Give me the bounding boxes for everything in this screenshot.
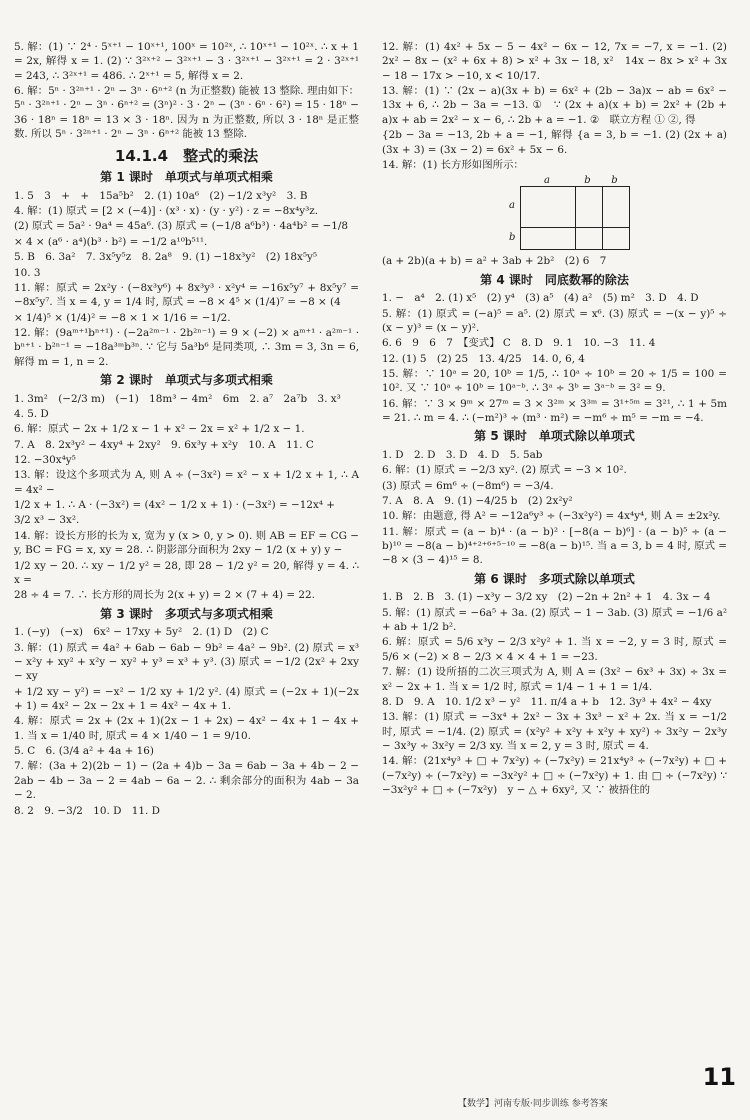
lesson-title: 第 1 课时 单项式与单项式相乘 (100, 170, 273, 185)
answer-paragraph: 14. 解：(21x⁴y³ + □ + 7x²y) ÷ (−7x²y) = 21x⁴y³ ÷ (−7x²y) + □ + (−7x²y) ÷ (−7x²y) = −3x²y² + □ ÷ (−7x²y) + 1. 由 □ ÷ (−7x²y) ∵ −3x²y² + □ ÷ (−7x²y) y − △ + 6xy², 又 ∵ 被捂住的 (382, 755, 727, 797)
answer-paragraph: 4. 解：原式 = 2x + (2x + 1)(2x − 1 + 2x) − 4x² − 4x + 1 − 4x + 1. 当 x = 1/40 时, 原式 = 4 × 1/40 − 1 = 9/10. (14, 715, 359, 742)
lesson-title: 第 5 课时 单项式除以单项式 (474, 429, 635, 444)
answer-paragraph: 6. 解：原式 − 2x + 1/2 x − 1 + x² − 2x = x² + 1/2 x − 1. (14, 423, 305, 436)
diagram-label: b (611, 175, 618, 187)
lesson-4-answers (382, 291, 727, 425)
answer-paragraph: 1. 3m² (−2/3 m) (−1) 18m³ − 4m² 6m 2. a⁷ 2a⁷b 3. x³ (14, 392, 341, 405)
answer-paragraph: 13. 解：(1) 原式 = −3x⁴ + 2x² − 3x + 3x³ − x² + 2x. 当 x = −1/2 时, 原式 = −1/4. (2) 原式 = (x²y² + x²y + x²y + xy²) ÷ 3x²y − 2x³y − 3x³y ÷ 3x²y = 2/3 xy. 当 x = 2, y = 3 时, 原式 = 4. (382, 711, 727, 752)
left-top-block (14, 40, 359, 142)
diagram-rectangle (509, 186, 630, 250)
answer-paragraph: 1/2 x + 1. ∴ A · (−3x²) = (4x² − 1/2 x + 1) · (−3x²) = −12x⁴ + (14, 499, 335, 512)
answer-paragraph: 3/2 x³ − 3x². (14, 514, 80, 527)
lesson-title: 第 2 课时 单项式与多项式相乘 (100, 373, 273, 388)
answer-paragraph: 7. 解：(3a + 2)(2b − 1) − (2a + 4)b − 3a = 6ab − 3a + 4b − 2 − 2ab − 4b − 3a − 2 = 4ab − 6a − 2. ∴ 剩余部分的面积为 4ab − 3a − 2. (14, 760, 359, 802)
answer-paragraph: 1. D 2. D 3. D 4. D 5. 5ab (382, 448, 543, 461)
page-footer: 【数学】河南专版·同步训练 参考答案 (458, 1098, 608, 1109)
answer-paragraph: 7. 解：(1) 设所捂的二次三项式为 A, 则 A = (3x² − 6x³ + 3x) ÷ 3x = x² − 2x + 1. 当 x = 1/2 时, 原式 = 1/4 − 1 + 1 = 1/4. (382, 666, 727, 693)
answer-paragraph: 1. (−y) (−x) 6x² − 17xy + 5y² 2. (1) D (2) C (14, 626, 269, 639)
diagram-top-labels (520, 174, 630, 186)
answer-paragraph: 4. 5. D (14, 407, 49, 420)
answer-paragraph: 14. 解：(1) 长方形如图所示： (382, 158, 524, 171)
answer-paragraph: (2) 原式 = 5a² · 9a⁴ = 45a⁶. (3) 原式 = (−1/8 a⁶b³) · 4a⁴b² = −1/8 (14, 220, 349, 233)
answer-paragraph: + 1/2 xy − y²) = −x² − 1/2 xy + 1/2 y². (4) 原式 = (−2x + 1)(−2x + 1) = 4x² − 2x − 2x + 1 = 4x² − 4x + 1. (14, 685, 359, 712)
answer-paragraph: 8. D 9. A 10. 1/2 x³ − y² 11. π/4 a + b 12. 3y³ + 4x² − 4xy (382, 695, 712, 708)
answer-paragraph: 12. −30x⁴y⁵ (14, 454, 76, 467)
lesson-1-answers (14, 189, 359, 369)
lesson-title: 第 3 课时 多项式与多项式相乘 (100, 606, 273, 621)
answer-paragraph: × 4 × (a⁶ · a⁴)(b³ · b²) = −1/2 a¹⁰b⁵¹¹. (14, 235, 208, 248)
answer-paragraph: 7. A 8. 2x³y² − 4xy⁴ + 2xy² 9. 6x³y + x²y 10. A 11. C (14, 438, 314, 451)
answer-paragraph: 10. 解：由题意, 得 A² = −12a⁶y³ ÷ (−3x²y²) = 4x⁴y⁴, 则 A = ±2x²y. (382, 510, 721, 523)
answer-paragraph: 5. C 6. (3/4 a² + 4a + 16) (14, 745, 154, 758)
answer-paragraph: {2b − 3a = −13, 2b + a = −1, 解得 {a = 3, b = −1. (2) (2x + a)(3x + 3) = (3x − 2) = 6x² + 5x − 6. (382, 129, 727, 156)
answer-paragraph: (a + 2b)(a + b) = a² + 3ab + 2b² (2) 6 7 (382, 255, 607, 268)
answer-paragraph: 10. 3 (14, 266, 41, 279)
answer-paragraph: 3. 解：(1) 原式 = 4a² + 6ab − 6ab − 9b² = 4a² − 9b². (2) 原式 = x³ − x²y + xy² + x²y − xy² + y³ = x³ + y³. (3) 原式 = −1/2 (2x² + 2xy − xy (14, 641, 359, 683)
section-title: 14.1.4 整式的乘法 (114, 146, 259, 165)
lesson-title: 第 4 课时 同底数幂的除法 (480, 272, 629, 287)
answer-paragraph: 14. 解：设长方形的长为 x, 宽为 y (x > 0, y > 0). 则 AB = EF = CG − y, BC = FG = x, xy = 28. ∴ 阴影部分面积为 2xy − 1/2 (x + y) y − (14, 529, 359, 557)
rectangle-diagram (509, 174, 630, 250)
lesson-title: 第 6 课时 多项式除以单项式 (474, 571, 635, 586)
diagram-divider (602, 187, 603, 249)
diagram-divider (575, 187, 576, 249)
answer-paragraph: 13. 解：设这个多项式为 A, 则 A ÷ (−3x²) = x² − x + 1/2 x + 1, ∴ A = 4x² − (14, 469, 359, 496)
diagram-divider (521, 227, 629, 228)
answer-paragraph: 5. B 6. 3a² 7. 3x⁵y⁵z 8. 2a⁸ 9. (1) −18x³y² (2) 18x⁵y⁵ (14, 251, 318, 264)
answer-paragraph: 6. 解：(1) 原式 = −2/3 xy². (2) 原式 = −3 × 10². (382, 464, 627, 477)
answer-paragraph: 1. 5 3 + + 15a⁵b² 2. (1) 10a⁶ (2) −1/2 x³y² 3. B (14, 189, 308, 202)
diagram-label: b (509, 232, 516, 244)
answer-paragraph: 7. A 8. A 9. (1) −4/25 b (2) 2x²y² (382, 495, 573, 507)
answer-paragraph: 5. 解：(1) 原式 = −6a⁵ + 3a. (2) 原式 − 1 − 3ab. (3) 原式 = −1/6 a² + ab + 1/2 b². (382, 606, 727, 634)
answer-paragraph: 8. 2 9. −3/2 10. D 11. D (14, 804, 160, 817)
page-number: 11 (702, 1062, 736, 1091)
answer-paragraph: 5. 解：(1) 原式 = (−a)⁵ = a⁵. (2) 原式 = x⁶. (3) 原式 = −(x − y)⁵ ÷ (x − y)³ = (x − y)². (382, 307, 727, 334)
answer-paragraph: 6. 解：5ⁿ · 3²ⁿ⁺¹ · 2ⁿ − 3ⁿ · 6ⁿ⁺² (n 为正整数) 能被 13 整除. 理由如下：5ⁿ · 3²ⁿ⁺¹ · 2ⁿ − 3ⁿ · 6ⁿ⁺² = (3ⁿ)² · 3 · 2ⁿ − (3ⁿ · 6ⁿ · 6²) = 15 · 18ⁿ − 36 · 18ⁿ = 18ⁿ = 13 × 3 · 18ⁿ. 因为 n 为正整数, 所以 3 · 18ⁿ 是正整数. 所以 5ⁿ · 3²ⁿ⁺¹ · 2ⁿ − 3ⁿ · 6ⁿ⁺² 能被 13 整除. (14, 85, 359, 141)
diagram-label: b (584, 175, 591, 187)
answer-paragraph: 6. 解：原式 = 5/6 x³y − 2/3 x²y² + 1. 当 x = −2, y = 3 时, 原式 = 5/6 × (−2) × 8 − 2/3 × 4 × 4 + 1 = −23. (382, 636, 727, 663)
diagram-label: a (544, 175, 550, 187)
right-top-block (382, 40, 727, 172)
answer-paragraph: 15. 解：∵ 10ᵃ = 20, 10ᵇ = 1/5, ∴ 10ᵃ ÷ 10ᵇ = 20 ÷ 1/5 = 100 = 10². 又 ∵ 10ᵃ ÷ 10ᵇ = 10ᵃ⁻ᵇ. ∴ 3ᵃ ÷ 3ᵇ = 3ᵃ⁻ᵇ = 3² = 9. (382, 367, 727, 395)
answer-paragraph: 1. − a⁴ 2. (1) x⁵ (2) y⁴ (3) a⁵ (4) a² (5) m² 3. D 4. D (382, 292, 699, 305)
right-column (382, 40, 727, 798)
answer-paragraph: 11. 解：原式 = (a − b)⁴ · (a − b)² · [−8(a − b)⁶] · (a − b)⁵ ÷ (a − b)¹⁰ = −8(a − b)⁴⁺²⁺⁶⁺⁵⁻¹⁰ = −8(a − b)¹⁵. 当 a = 3, b = 4 时, 原式 = −8 × (3 − 4)¹⁵ = 8. (382, 525, 727, 567)
answer-paragraph: 1. B 2. B 3. (1) −x³y − 3/2 xy (2) −2n + 2n² + 1 4. 3x − 4 (382, 591, 711, 604)
answer-paragraph: 12. 解：(1) 4x² + 5x − 5 − 4x² − 6x − 12, 7x = −7, x = −1. (2) 2x² − 8x − (x² + 6x + 8) > x² + 3x − 18, x² 14x − 8x > x² + 3x − 18 − 17x > −10, x < 10/17. (382, 41, 727, 82)
lesson-5-answers (382, 448, 727, 568)
answer-paragraph: 28 ÷ 4 = 7. ∴ 长方形的周长为 2(x + y) = 2 × (7 + 4) = 22. (14, 589, 315, 602)
answer-paragraph: 5. 解：(1) ∵ 2⁴ · 5ˣ⁺¹ − 10ˣ⁺¹, 100ˣ = 10²ˣ, ∴ 10ˣ⁺¹ − 10²ˣ. ∴ x + 1 = 2x, 解得 x = 1. (2) ∵ 3²ˣ⁺² − 3²ˣ⁺¹ − 3 · 3²ˣ⁺¹ − 3²ˣ⁺¹ = 2 · 3²ˣ⁺¹ = 243, ∴ 3²ˣ⁺¹ = 486. ∴ 2ˣ⁺¹ = 5, 解得 x = 2. (14, 41, 359, 82)
answer-paragraph: × 1/4)⁵ × (1/4)² = −8 × 1 × 1/16 = −1/2. (14, 311, 231, 324)
answer-paragraph: 6. 6 9 6 7 【变式】 C 8. D 9. 1 10. −3 11. 4 (382, 337, 656, 350)
answer-paragraph: 4. 解：(1) 原式 = [2 × (−4)] · (x³ · x) · (y · y²) · z = −8x⁴y³z. (14, 205, 319, 218)
diagram-label: a (509, 200, 515, 212)
left-column (14, 40, 359, 819)
answer-paragraph: 1/2 xy − 20. ∴ xy − 1/2 y² = 28, 即 28 − 1/2 y² = 20, 解得 y = 4. ∴ x = (14, 559, 359, 586)
lesson-3-answers (14, 625, 359, 818)
after-diagram-block (382, 254, 727, 268)
lesson-2-answers (14, 392, 359, 603)
answer-paragraph: 11. 解：原式 = 2x²y · (−8x³y⁶) + 8x³y³ · x²y⁴ = −16x⁵y⁷ + 8x⁵y⁷ = −8x⁵y⁷. 当 x = 4, y = 1/4 时, 原式 = −8 × 4⁵ × (1/4)⁷ = −8 × (4 (14, 281, 359, 309)
answer-paragraph: 12. (1) 5 (2) 25 13. 4/25 14. 0, 6, 4 (382, 352, 585, 365)
answer-paragraph: 12. 解：(9aᵐ⁺¹bⁿ⁺¹) · (−2a²ᵐ⁻¹ · 2b²ⁿ⁻¹) = 9 × (−2) × aᵐ⁺¹ · a²ᵐ⁻¹ · bⁿ⁺¹ · b²ⁿ⁻¹ = −18a³ᵐb³ⁿ. ∵ 它与 5a³b⁶ 是同类项, ∴ 3m = 3, 3n = 6, 解得 m = 1, n = 2. (14, 326, 359, 368)
answer-paragraph: (3) 原式 = 6m⁶ ÷ (−8m⁶) = −3/4. (382, 479, 554, 492)
answer-paragraph: 13. 解：(1) ∵ (2x − a)(3x + b) = 6x² + (2b − 3a)x − ab = 6x² − 13x + 6, ∴ 2b − 3a = −13. ① ∵ (2x + a)(x + b) = 2x² + (2b + a)x + ab = 2x² − x − 6, ∴ 2b + a = −1. ② 联立方程 ① ②, 得 (382, 85, 727, 126)
answer-paragraph: 16. 解：∵ 3 × 9ᵐ × 27ᵐ = 3 × 3²ᵐ × 3³ᵐ = 3¹⁺⁵ᵐ = 3²¹, ∴ 1 + 5m = 21. ∴ m = 4. ∴ (−m²)³ ÷ (m³ · m²) = −m⁶ ÷ m⁵ = −m = −4. (382, 397, 727, 425)
lesson-6-answers (382, 590, 727, 797)
